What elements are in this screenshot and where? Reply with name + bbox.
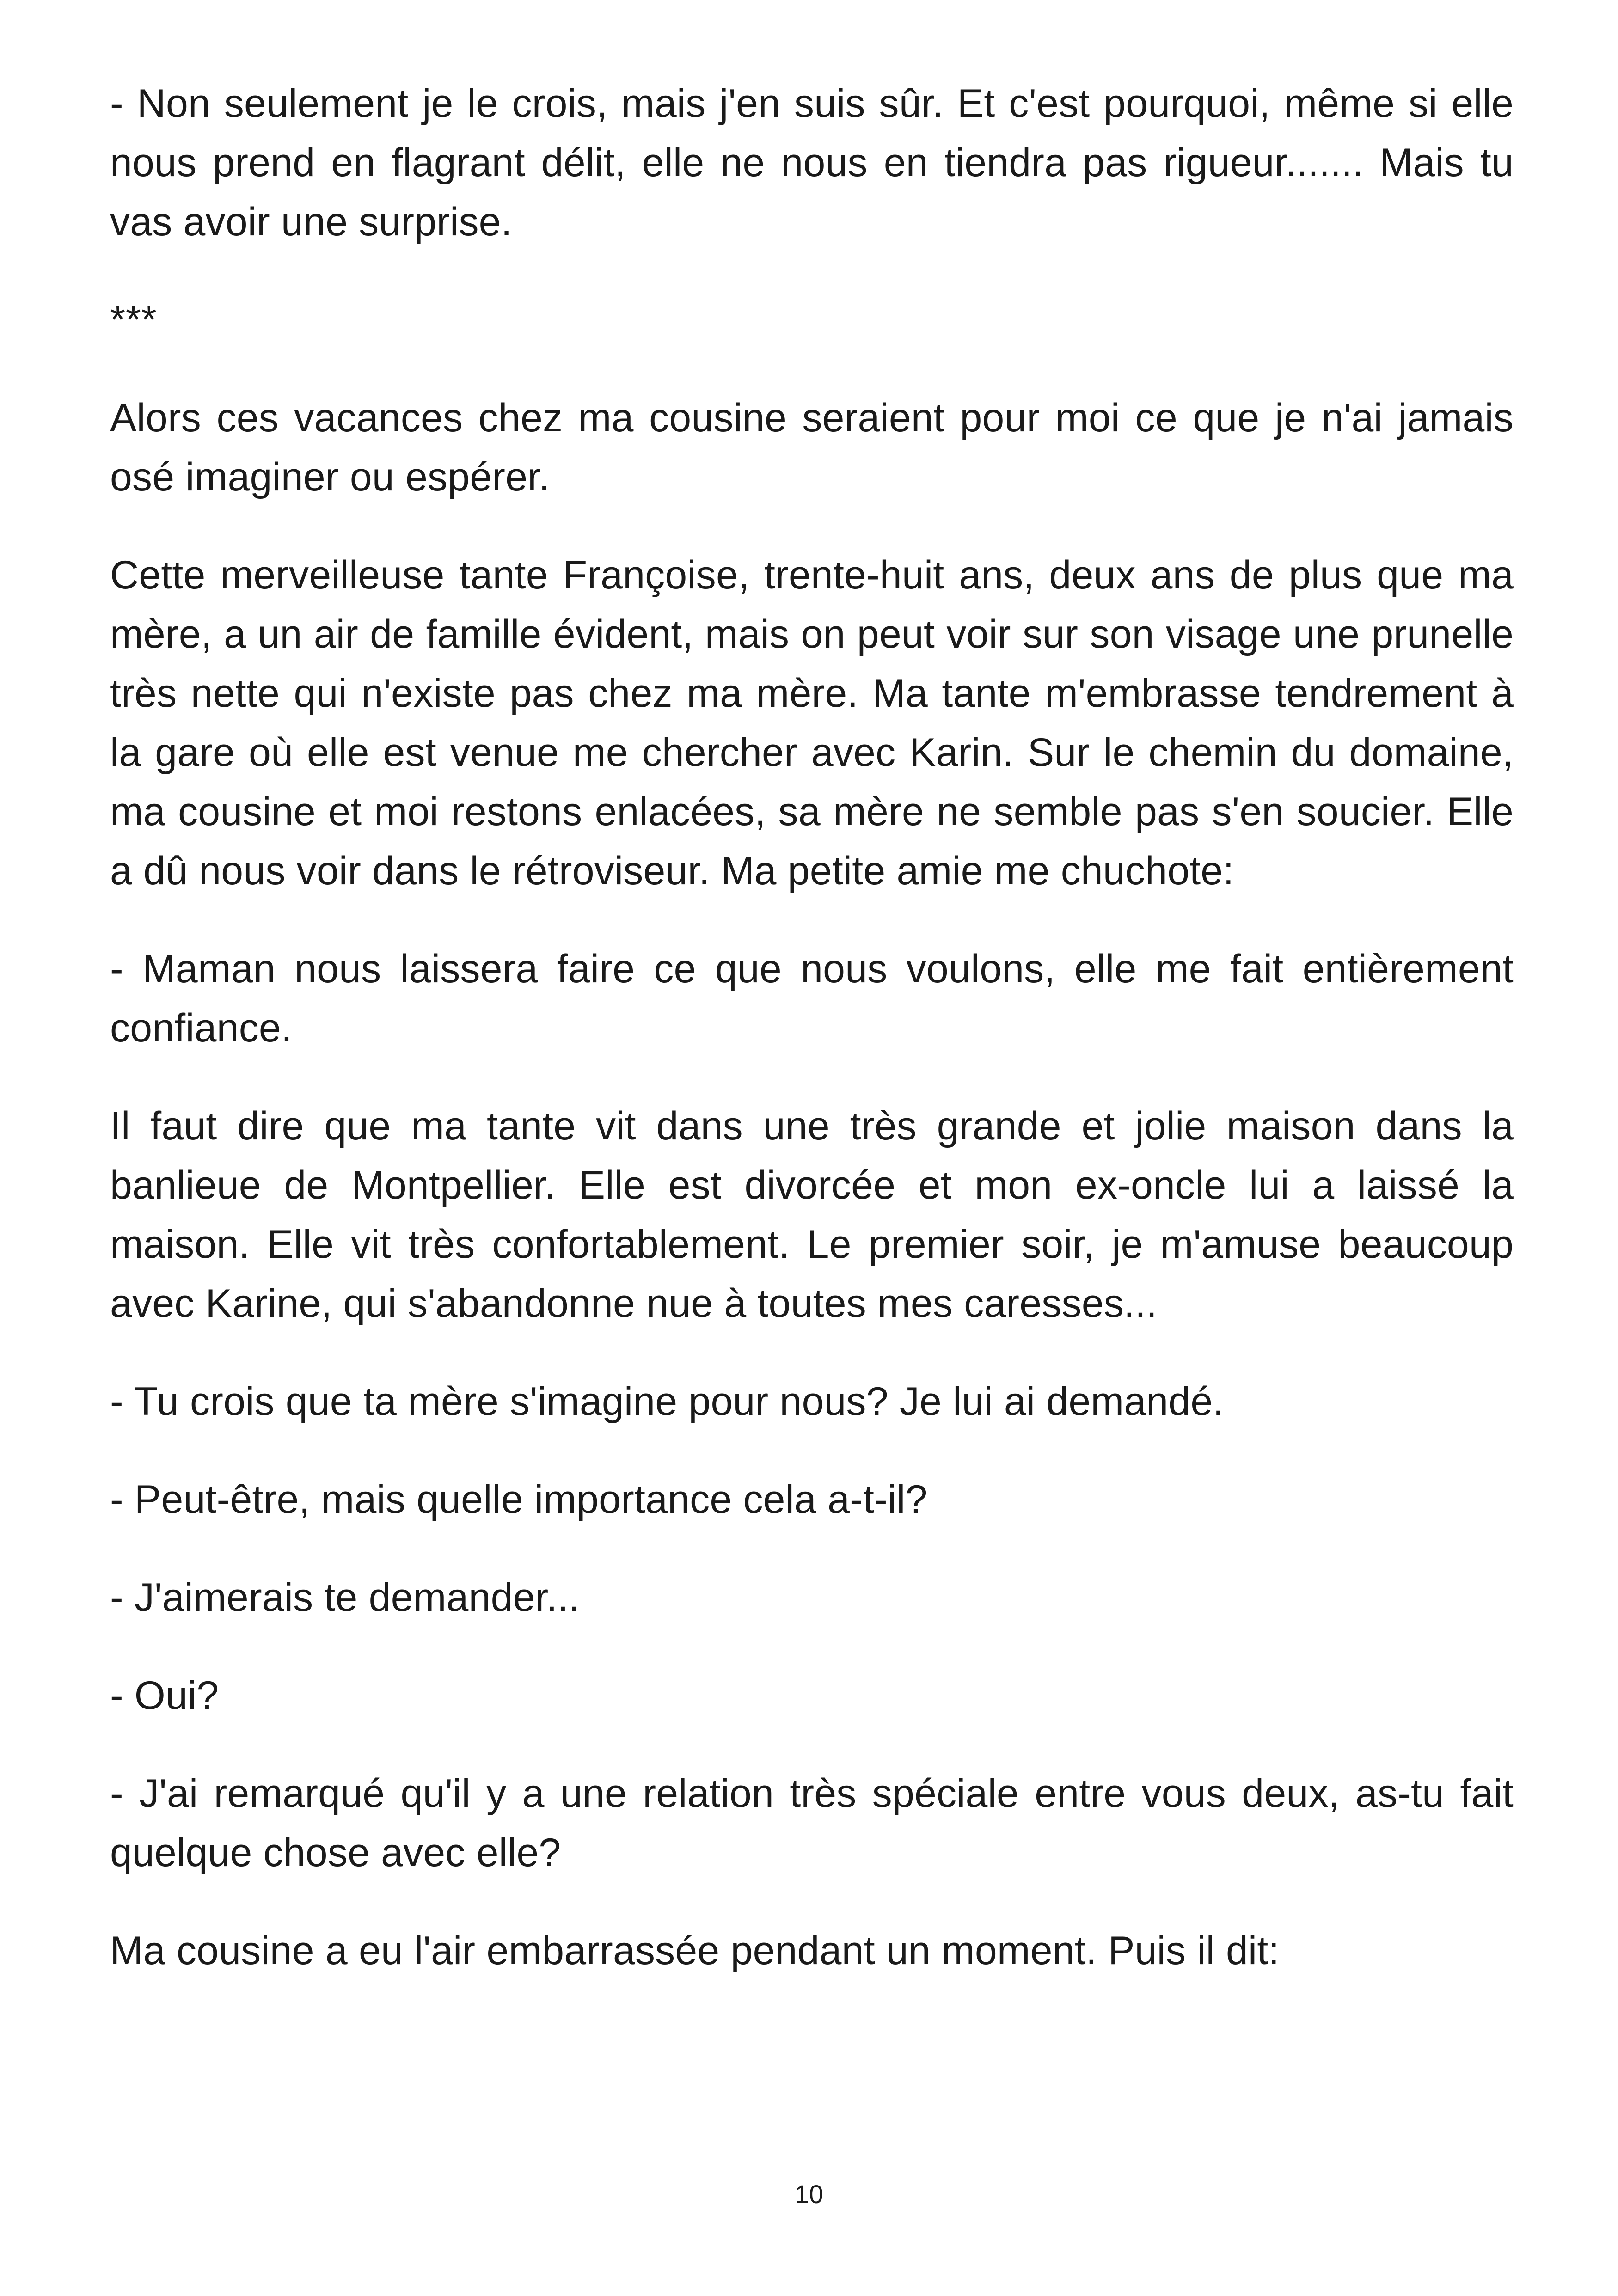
paragraph-3: Cette merveilleuse tante Françoise, trente-huit ans, deux ans de plus que ma mère, a un air de famille évident, mais on peut voir sur son visage une prunelle très nette qui n'existe pas chez ma mère. Ma tante m'embrasse tendrement à la gare où elle est venue me chercher avec Karin. Sur le chemin du domaine, ma cousine et moi restons enlacées, sa mère ne semble pas s'en soucier. Elle a dû nous voir dans le rétroviseur. Ma petite amie me chuchote: bbox=[110, 553, 1514, 893]
paragraph-7: - Peut-être, mais quelle importance cela a-t-il? bbox=[110, 1477, 928, 1522]
section-separator: *** bbox=[110, 298, 157, 342]
paragraph-1: - Non seulement je le crois, mais j'en suis sûr. Et c'est pourquoi, même si elle nous prend en flagrant délit, elle ne nous en tiendra pas rigueur....... Mais tu vas avoir une surprise. bbox=[110, 81, 1514, 244]
paragraph-8: - J'aimerais te demander... bbox=[110, 1575, 580, 1620]
paragraph-6: - Tu crois que ta mère s'imagine pour nous? Je lui ai demandé. bbox=[110, 1379, 1224, 1424]
paragraph-4: - Maman nous laissera faire ce que nous voulons, elle me fait entièrement confiance. bbox=[110, 947, 1514, 1050]
paragraph-5: Il faut dire que ma tante vit dans une très grande et jolie maison dans la banlieue de Montpellier. Elle est divorcée et mon ex-oncle lui a laissé la maison. Elle vit très confortablement. Le premier soir, je m'amuse beaucoup avec Karine, qui s'abandonne nue à toutes mes caresses... bbox=[110, 1104, 1514, 1326]
paragraph-11: Ma cousine a eu l'air embarrassée pendant un moment. Puis il dit: bbox=[110, 1929, 1280, 1973]
paragraph-9: - Oui? bbox=[110, 1673, 219, 1718]
paragraph-10: - J'ai remarqué qu'il y a une relation très spéciale entre vous deux, as-tu fait quelque chose avec elle? bbox=[110, 1771, 1514, 1875]
page-number: 10 bbox=[794, 2180, 824, 2209]
document-body bbox=[110, 74, 1514, 2019]
paragraph-2: Alors ces vacances chez ma cousine seraient pour moi ce que je n'ai jamais osé imaginer ou espérer. bbox=[110, 396, 1514, 499]
